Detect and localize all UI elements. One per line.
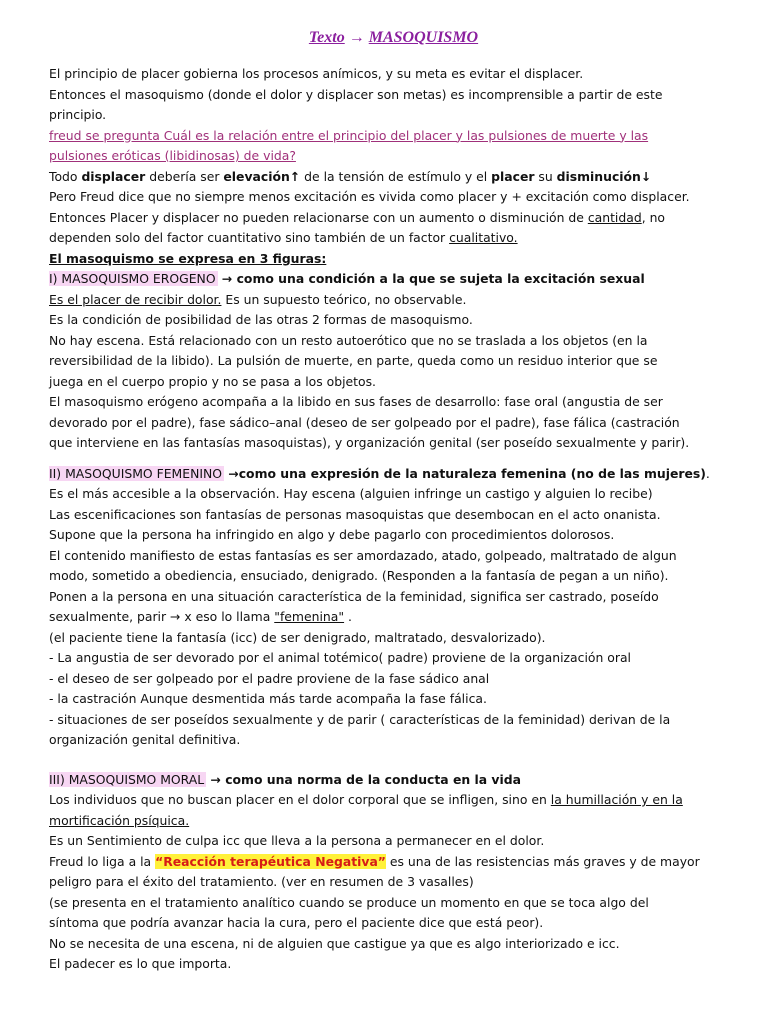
title-left: Texto bbox=[308, 29, 345, 46]
section3-line: (se presenta en el tratamiento analítico cuando se produce un momento en que se toca algo del bbox=[49, 894, 649, 910]
section3-line: peligro para el éxito del tratamiento. (ver en resumen de 3 vasalles) bbox=[49, 874, 474, 889]
figures-heading: El masoquismo se expresa en 3 figuras: bbox=[49, 250, 327, 266]
intro-line: Entonces el masoquismo (donde el dolor y displacer son metas) es incomprensible a partir de este bbox=[49, 86, 663, 102]
section2-line: Es el más accesible a la observación. Hay escena (alguien infringe un castigo y alguien lo recibe) bbox=[49, 486, 653, 501]
section2-line: modo, sometido a obediencia, ensuciado, denigrado. (Responden a la fantasía de pegan a un niño). bbox=[49, 568, 669, 583]
section2-line: - el deseo de ser golpeado por el padre proviene de la fase sádico anal bbox=[49, 670, 490, 686]
section1-line: reversibilidad de la libido). La pulsión de muerte, en parte, queda como un residuo interior que se bbox=[49, 353, 658, 368]
section2-arrow-text: →como una expresión de la naturaleza femenina (no de las mujeres) bbox=[224, 465, 706, 481]
section1-line: devorado por el padre), fase sádico–anal (deseo de ser golpeado por el padre), fase fálica (castración bbox=[49, 414, 680, 430]
section3-line: Es un Sentimiento de culpa icc que lleva a la persona a permanecer en el dolor. bbox=[49, 833, 545, 848]
section3-line: Los individuos que no buscan placer en el dolor corporal que se infligen, sino en la humillación y en la bbox=[49, 792, 683, 807]
section3-line: síntoma que podría avanzar hacia la cura, pero el paciente dice que está peor). bbox=[49, 915, 544, 930]
section2-line: Supone que la persona ha infringido en algo y debe pagarlo con procedimientos dolorosos. bbox=[49, 527, 615, 542]
intro-line: El principio de placer gobierna los procesos anímicos, y su meta es evitar el displacer. bbox=[49, 66, 584, 81]
section2-line: Ponen a la persona en una situación característica de la feminidad, significa ser castrado, poseído bbox=[49, 588, 659, 604]
todo-line: Todo displacer debería ser elevación↑ de la tensión de estímulo y el placer su disminución↓ bbox=[49, 168, 652, 184]
section2-line: - La angustia de ser devorado por el animal totémico( padre) proviene de la organización oral bbox=[49, 650, 631, 665]
section2-line: El contenido manifiesto de estas fantasías es ser amordazado, atado, golpeado, maltratado de algun bbox=[49, 547, 677, 563]
section2-line: organización genital definitiva. bbox=[49, 732, 241, 747]
section2-line: - situaciones de ser poseídos sexualmente y de parir ( características de la feminidad) derivan de la bbox=[49, 711, 671, 727]
section2-line: Las escenificaciones son fantasías de personas masoquistas que desembocan en el acto onanista. bbox=[49, 506, 661, 522]
highlight-reaccion: “Reacción terapéutica Negativa” bbox=[155, 853, 386, 869]
section1-line: El masoquismo erógeno acompaña a la libido en sus fases de desarrollo: fase oral (angustia de ser bbox=[49, 394, 663, 409]
spacer bbox=[49, 751, 738, 770]
freud-line: Pero Freud dice que no siempre menos excitación es vivida como placer y + excitación como displacer. bbox=[49, 189, 690, 204]
depend-line: dependen solo del factor cuantitativo sino también de un factor cualitativo. bbox=[49, 230, 518, 245]
section1-line: No hay escena. Está relacionado con un resto autoerótico que no se traslada a los objetos (en la bbox=[49, 332, 648, 348]
section2-label: II) MASOQUISMO FEMENINO bbox=[49, 465, 223, 481]
section2-heading: II) MASOQUISMO FEMENINO →como una expresión de la naturaleza femenina (no de las mujeres). bbox=[49, 465, 710, 481]
section3-line: El padecer es lo que importa. bbox=[49, 956, 232, 971]
section2-line: - la castración Aunque desmentida más tarde acompaña la fase fálica. bbox=[49, 691, 487, 706]
spacer bbox=[49, 454, 738, 464]
section3-line: mortificación psíquica. bbox=[49, 812, 190, 828]
section1-label: I) MASOQUISMO EROGENO bbox=[49, 271, 216, 286]
section1-line: Es la condición de posibilidad de las otras 2 formas de masoquismo. bbox=[49, 312, 473, 327]
section3-heading bbox=[49, 770, 738, 791]
section1-line: Es el placer de recibir dolor. Es un supuesto teórico, no observable. bbox=[49, 291, 467, 307]
section1-heading bbox=[49, 269, 738, 290]
intro-line: principio. bbox=[49, 107, 107, 122]
question-link[interactable]: freud se pregunta Cuál es la relación entre el principio del placer y las pulsiones de muerte y las bbox=[49, 127, 649, 143]
section3-line: No se necesita de una escena, ni de alguien que castigue ya que es algo interiorizado e icc. bbox=[49, 935, 620, 951]
page-title bbox=[49, 28, 738, 48]
entonces-line: Entonces Placer y displacer no pueden relacionarse con un aumento o disminución de cantidad, no bbox=[49, 209, 666, 225]
section1-line: juega en el cuerpo propio y no se pasa a los objetos. bbox=[49, 373, 376, 389]
title-right: MASOQUISMO bbox=[368, 29, 479, 46]
section2-line: (el paciente tiene la fantasía (icc) de ser denigrado, maltratado, desvalorizado). bbox=[49, 629, 546, 645]
question-link[interactable]: pulsiones eróticas (libidinosas) de vida? bbox=[49, 148, 296, 163]
section3-label: III) MASOQUISMO MORAL bbox=[49, 771, 205, 787]
section3-freud-line: Freud lo liga a la “Reacción terapéutica Negativa” es una de las resistencias más graves y de mayor bbox=[49, 853, 700, 869]
section1-line: que interviene en las fantasías masoquistas), y organización genital (ser poseído sexualmente y parir). bbox=[49, 435, 690, 450]
section3-arrow-text: → como una norma de la conducta en la vida bbox=[206, 771, 521, 787]
femenina-line: sexualmente, parir → x eso lo llama "femenina" . bbox=[49, 609, 352, 624]
title-arrow: → bbox=[348, 29, 365, 46]
section1-arrow-text: → como una condición a la que se sujeta la excitación sexual bbox=[217, 271, 645, 286]
